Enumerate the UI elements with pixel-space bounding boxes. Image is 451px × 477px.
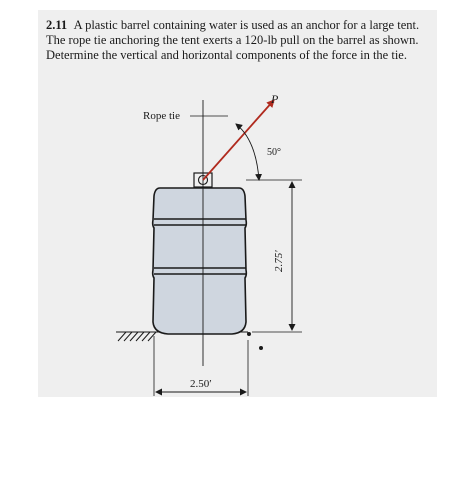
force-arrow [203,100,274,180]
width-dimension [154,336,248,396]
rope-tie-label: Rope tie [143,110,180,122]
problem-panel [38,10,437,397]
width-label: 2.50′ [190,378,212,390]
barrel [153,173,247,334]
height-dimension [246,180,302,332]
angle-arc [236,124,259,180]
point-marker-a [247,332,251,336]
height-label: 2.75′ [273,250,285,272]
problem-text: A plastic barrel containing water is used as an anchor for a large tent. The rope tie anchoring the tent exerts a 120-lb pull on the barrel as shown. Determine the vertical and horizontal components of the force in the tie. [46,18,420,62]
problem-number: 2.11 [46,18,68,32]
angle-label: 50° [267,147,281,158]
force-label: P [271,92,279,106]
point-marker-b [259,346,263,350]
barrel-figure [38,10,437,397]
